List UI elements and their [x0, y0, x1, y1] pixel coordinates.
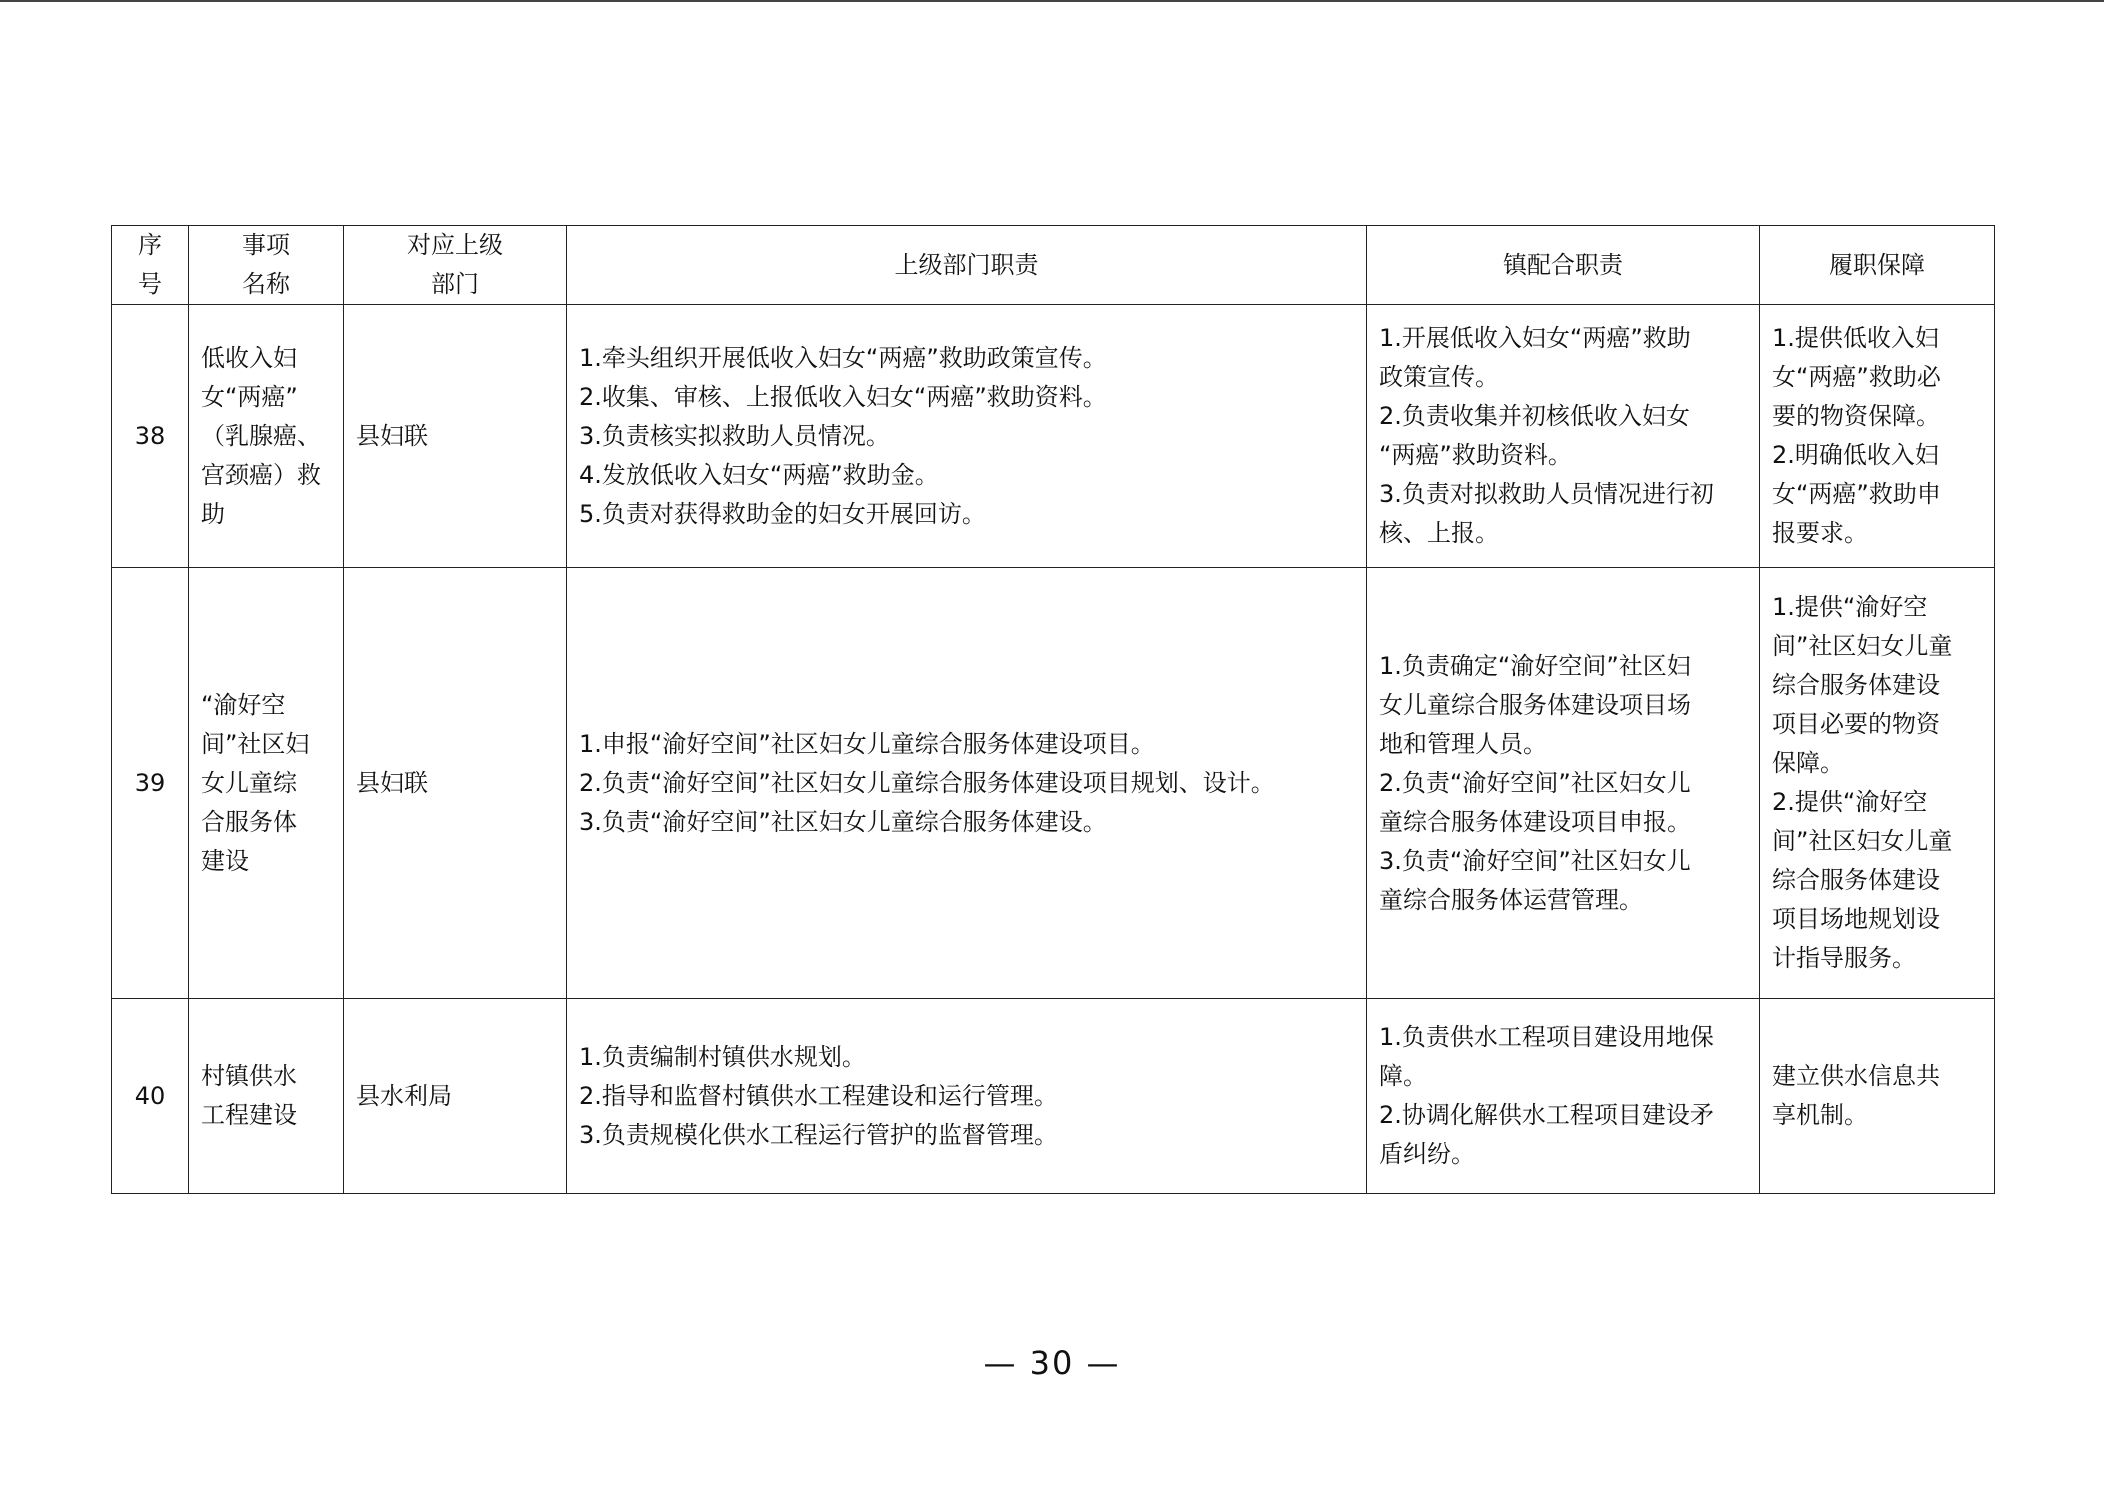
row-superior-duties: 1.牵头组织开展低收入妇女“两癌”救助政策宣传。 2.收集、审核、上报低收入妇女“两癌”救助资料。 3.负责核实拟救助人员情况。 4.发放低收入妇女“两癌”救助金。 5.负责对获得救助金的妇女开展回访。: [567, 305, 1367, 568]
row-item-name: 村镇供水 工程建设: [189, 999, 344, 1194]
row-item-name: 低收入妇 女“两癌” （乳腺癌、 宫颈癌）救 助: [189, 305, 344, 568]
row-dept: 县妇联: [344, 305, 567, 568]
row-guarantees: 1.提供低收入妇 女“两癌”救助必 要的物资保障。 2.明确低收入妇 女“两癌”救助申 报要求。: [1760, 305, 1995, 568]
row-seq: 38: [112, 305, 189, 568]
header-town-duty: 镇配合职责: [1367, 226, 1760, 305]
row-town-duties: 1.开展低收入妇女“两癌”救助 政策宣传。 2.负责收集并初核低收入妇女 “两癌”救助资料。 3.负责对拟救助人员情况进行初 核、上报。: [1367, 305, 1760, 568]
row-town-duties: 1.负责确定“渝好空间”社区妇 女儿童综合服务体建设项目场 地和管理人员。 2.负责“渝好空间”社区妇女儿 童综合服务体建设项目申报。 3.负责“渝好空间”社区妇女儿 童综合服务体运营管理。: [1367, 568, 1760, 999]
header-superior-duty: 上级部门职责: [567, 226, 1367, 305]
table-row: [112, 305, 1995, 568]
table-row: [112, 999, 1995, 1194]
row-guarantees: 建立供水信息共 享机制。: [1760, 999, 1995, 1194]
row-seq: 39: [112, 568, 189, 999]
table-row: [112, 568, 1995, 999]
row-seq: 40: [112, 999, 189, 1194]
header-seq: 序 号: [112, 226, 189, 305]
header-superior-dept: 对应上级 部门: [344, 226, 567, 305]
row-town-duties: 1.负责供水工程项目建设用地保 障。 2.协调化解供水工程项目建设矛 盾纠纷。: [1367, 999, 1760, 1194]
row-dept: 县水利局: [344, 999, 567, 1194]
top-border-line: [0, 0, 2104, 2]
header-guarantee: 履职保障: [1760, 226, 1995, 305]
page-number: — 30 —: [983, 1344, 1121, 1382]
row-superior-duties: 1.负责编制村镇供水规划。 2.指导和监督村镇供水工程建设和运行管理。 3.负责规模化供水工程运行管护的监督管理。: [567, 999, 1367, 1194]
row-superior-duties: 1.申报“渝好空间”社区妇女儿童综合服务体建设项目。 2.负责“渝好空间”社区妇女儿童综合服务体建设项目规划、设计。 3.负责“渝好空间”社区妇女儿童综合服务体建设。: [567, 568, 1367, 999]
duty-table: [111, 225, 1995, 1194]
row-guarantees: 1.提供“渝好空 间”社区妇女儿童 综合服务体建设 项目必要的物资 保障。 2.提供“渝好空 间”社区妇女儿童 综合服务体建设 项目场地规划设 计指导服务。: [1760, 568, 1995, 999]
row-item-name: “渝好空 间”社区妇 女儿童综 合服务体 建设: [189, 568, 344, 999]
table-header-row: [112, 226, 1995, 305]
row-dept: 县妇联: [344, 568, 567, 999]
header-item-name: 事项 名称: [189, 226, 344, 305]
